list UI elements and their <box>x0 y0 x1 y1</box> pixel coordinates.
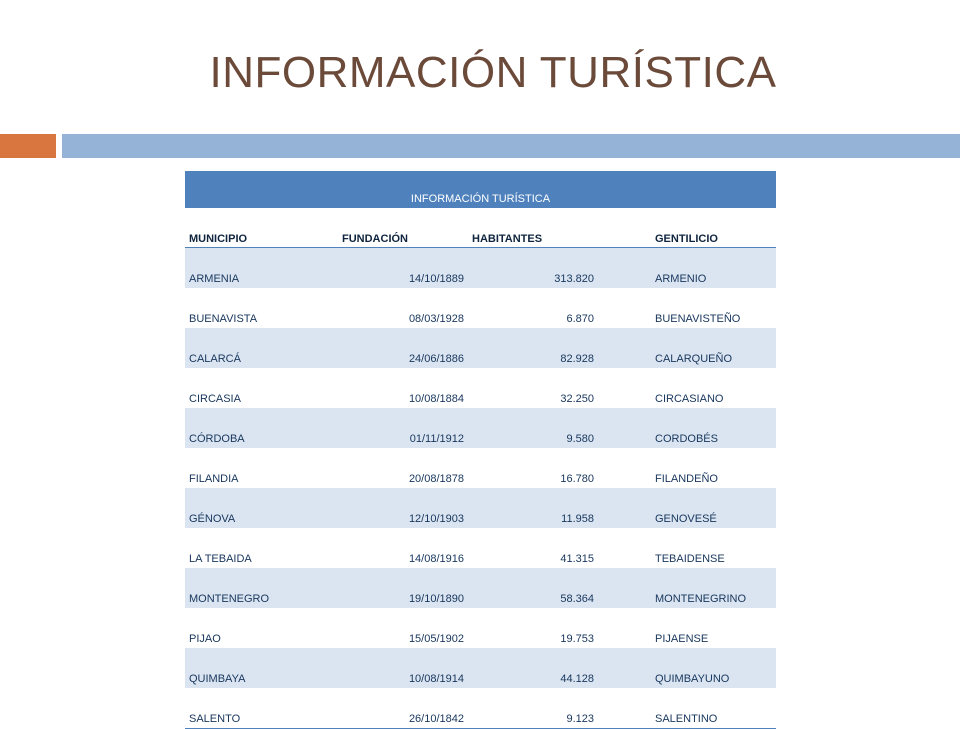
cell-habitantes: 32.250 <box>560 393 594 405</box>
info-table <box>185 171 776 729</box>
cell-fundacion: 19/10/1890 <box>338 568 468 608</box>
cell-fundacion: 14/10/1889 <box>338 248 468 289</box>
cell-municipio: ARMENIA <box>185 248 338 289</box>
cell-gentilicio: TEBAIDENSE <box>655 553 725 565</box>
cell-municipio: FILANDIA <box>189 473 239 485</box>
cell-fundacion: 15/05/1902 <box>408 633 464 645</box>
cell-fundacion: 26/10/1842 <box>338 688 468 729</box>
header-municipio: MUNICIPIO <box>185 208 338 248</box>
table-header-row <box>185 208 776 248</box>
cell-habitantes: 19.753 <box>560 633 594 645</box>
cell-fundacion: 08/03/1928 <box>408 313 464 325</box>
header-gentilicio: GENTILICIO <box>598 208 776 248</box>
table-row <box>185 608 776 648</box>
cell-municipio: PIJAO <box>189 633 221 645</box>
cell-habitantes: 313.820 <box>468 248 598 289</box>
cell-habitantes: 44.128 <box>468 648 598 688</box>
cell-municipio: CÓRDOBA <box>185 408 338 448</box>
cell-fundacion: 14/08/1916 <box>408 553 464 565</box>
cell-gentilicio: CALARQUEÑO <box>598 328 776 368</box>
cell-municipio: BUENAVISTA <box>189 313 258 325</box>
table-body <box>185 248 776 729</box>
cell-habitantes: 9.123 <box>468 688 598 729</box>
cell-municipio: SALENTO <box>185 688 338 729</box>
cell-fundacion: 24/06/1886 <box>338 328 468 368</box>
cell-municipio: LA TEBAIDA <box>189 553 252 565</box>
accent-bar-blue <box>62 134 960 158</box>
slide-title: INFORMACIÓN TURÍSTICA <box>209 48 777 97</box>
table-row <box>185 368 776 408</box>
table-row <box>185 568 776 608</box>
table-row <box>185 688 776 729</box>
table-row <box>185 328 776 368</box>
cell-gentilicio: PIJAENSE <box>655 633 709 645</box>
table-row <box>185 448 776 488</box>
cell-gentilicio: ARMENIO <box>598 248 776 289</box>
cell-municipio: CALARCÁ <box>185 328 338 368</box>
cell-fundacion: 20/08/1878 <box>408 473 464 485</box>
cell-habitantes: 58.364 <box>468 568 598 608</box>
cell-habitantes: 11.958 <box>468 488 598 528</box>
cell-gentilicio: BUENAVISTEÑO <box>655 313 741 325</box>
cell-gentilicio: CORDOBÉS <box>598 408 776 448</box>
cell-habitantes: 6.870 <box>566 313 594 325</box>
cell-municipio: MONTENEGRO <box>185 568 338 608</box>
cell-municipio: GÉNOVA <box>185 488 338 528</box>
cell-gentilicio: QUIMBAYUNO <box>598 648 776 688</box>
table-row <box>185 488 776 528</box>
table-row <box>185 288 776 328</box>
table-title: INFORMACIÓN TURÍSTICA <box>185 171 776 208</box>
table-row <box>185 648 776 688</box>
cell-fundacion: 10/08/1914 <box>338 648 468 688</box>
table-row <box>185 248 776 289</box>
cell-gentilicio: FILANDEÑO <box>655 473 718 485</box>
cell-fundacion: 10/08/1884 <box>408 393 464 405</box>
cell-habitantes: 9.580 <box>468 408 598 448</box>
cell-fundacion: 12/10/1903 <box>338 488 468 528</box>
cell-gentilicio: CIRCASIANO <box>655 393 724 405</box>
cell-habitantes: 16.780 <box>560 473 594 485</box>
cell-habitantes: 41.315 <box>560 553 594 565</box>
cell-gentilicio: GENOVESÉ <box>598 488 776 528</box>
accent-bar-orange <box>0 134 56 158</box>
cell-gentilicio: MONTENEGRINO <box>598 568 776 608</box>
cell-habitantes: 82.928 <box>468 328 598 368</box>
cell-fundacion: 01/11/1912 <box>338 408 468 448</box>
header-fundacion: FUNDACIÓN <box>338 208 468 248</box>
cell-municipio: QUIMBAYA <box>185 648 338 688</box>
table-row <box>185 408 776 448</box>
header-habitantes: HABITANTES <box>468 208 598 248</box>
cell-gentilicio: SALENTINO <box>598 688 776 729</box>
table-row <box>185 528 776 568</box>
cell-municipio: CIRCASIA <box>189 393 241 405</box>
